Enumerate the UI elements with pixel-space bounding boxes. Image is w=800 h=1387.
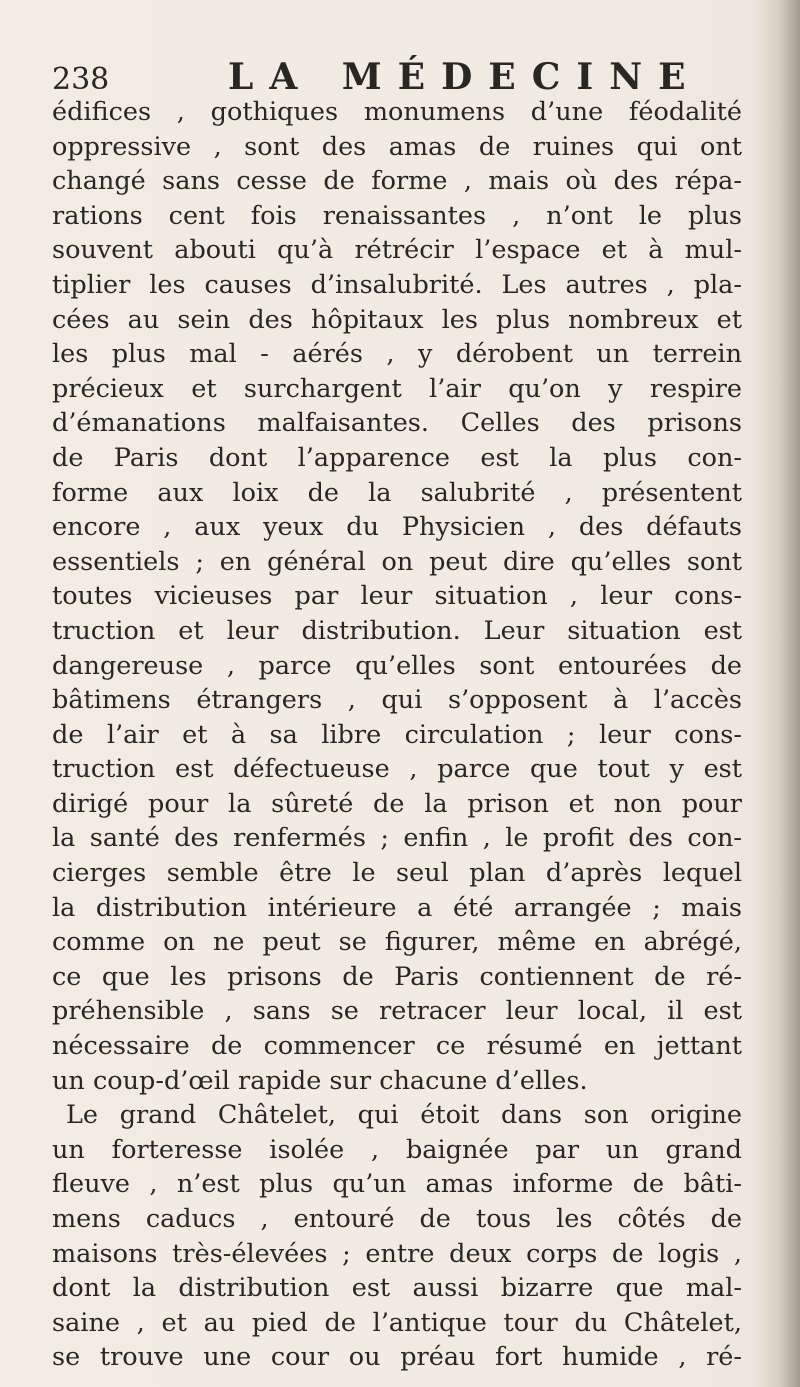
- text-line: toutes vicieuses par leur situation , leur cons-: [52, 581, 742, 612]
- text-line: dirigé pour la sûreté de la prison et non pour: [52, 788, 742, 819]
- text-line: cierges semble être le seul plan d’après lequel: [52, 858, 742, 889]
- text-line: essentiels ; en général on peut dire qu’elles sont: [52, 546, 742, 577]
- text-line: bâtimens étrangers , qui s’opposent à l’accès: [52, 685, 742, 716]
- text-line: d’émanations malfaisantes. Celles des prisons: [52, 408, 742, 439]
- text-line: oppressive , sont des amas de ruines qui ont: [52, 131, 742, 162]
- page-header: [52, 56, 742, 100]
- text-line: changé sans cesse de forme , mais où des répa-: [52, 166, 742, 197]
- page-number: 238: [52, 62, 110, 97]
- text-line: les plus mal - aérés , y dérobent un terrein: [52, 339, 742, 370]
- text-line: fleuve , n’est plus qu’un amas informe de bâti-: [52, 1169, 742, 1200]
- page-gutter-shadow: [752, 0, 800, 1387]
- text-line: maisons très-élevées ; entre deux corps de logis ,: [52, 1238, 742, 1269]
- text-line: préhensible , sans se retracer leur local, il est: [52, 996, 742, 1027]
- text-line: précieux et surchargent l’air qu’on y respire: [52, 373, 742, 404]
- text-line: Le grand Châtelet, qui étoit dans son origine: [66, 1100, 742, 1131]
- text-line: un forteresse isolée , baignée par un grand: [52, 1134, 742, 1165]
- text-line: saine , et au pied de l’antique tour du Châtelet,: [52, 1307, 742, 1338]
- text-line: truction et leur distribution. Leur situation est: [52, 615, 742, 646]
- body-text: [52, 95, 742, 1375]
- running-head: LA MÉDECINE: [228, 56, 702, 98]
- text-line: édifices , gothiques monumens d’une féodalité: [52, 97, 742, 127]
- text-line: dont la distribution est aussi bizarre que mal-: [52, 1273, 742, 1304]
- text-line: se trouve une cour ou préau fort humide , ré-: [52, 1342, 742, 1373]
- text-line: truction est défectueuse , parce que tout y est: [52, 754, 742, 785]
- text-line: mens caducs , entouré de tous les côtés de: [52, 1204, 742, 1234]
- text-line: souvent abouti qu’à rétrécir l’espace et à mul-: [52, 235, 742, 266]
- text-line: la distribution intérieure a été arrangée ; mais: [52, 892, 742, 923]
- text-line: rations cent fois renaissantes , n’ont le plus: [52, 200, 742, 231]
- text-line: de Paris dont l’apparence est la plus con-: [52, 442, 742, 473]
- text-line: dangereuse , parce qu’elles sont entourées de: [52, 650, 742, 681]
- text-line: encore , aux yeux du Physicien , des défauts: [52, 512, 742, 543]
- text-line: tiplier les causes d’insalubrité. Les autres , pla-: [52, 269, 742, 300]
- text-line: forme aux loix de la salubrité , présentent: [52, 477, 742, 508]
- text-line: cées au sein des hôpitaux les plus nombreux et: [52, 304, 742, 335]
- text-line: de l’air et à sa libre circulation ; leur cons-: [52, 719, 742, 750]
- text-line: un coup-d’œil rapide sur chacune d’elles.: [52, 1065, 588, 1096]
- text-line: la santé des renfermés ; enfin , le profit des con-: [52, 823, 742, 854]
- text-line: comme on ne peut se figurer, même en abrégé,: [52, 927, 742, 958]
- text-line: nécessaire de commencer ce résumé en jettant: [52, 1031, 742, 1062]
- text-line: ce que les prisons de Paris contiennent de ré-: [52, 961, 742, 992]
